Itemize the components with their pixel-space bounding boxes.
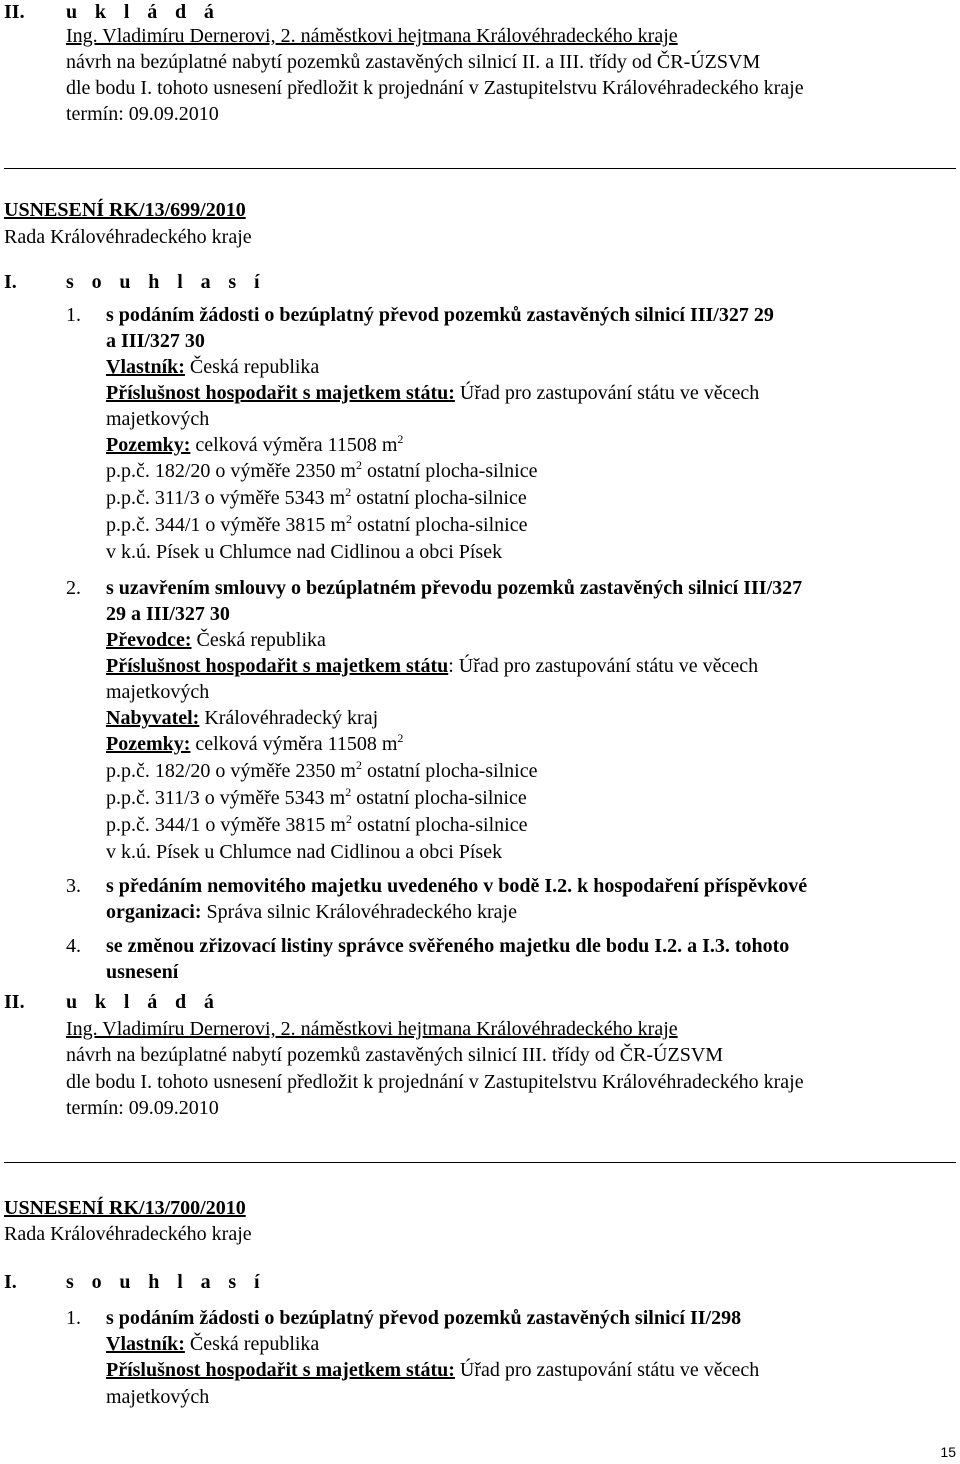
land-total: celková výměra 11508 m	[190, 733, 398, 755]
item-number: 4.	[66, 935, 81, 957]
management-cont: majetkových	[106, 408, 210, 430]
organization-line	[106, 900, 517, 924]
section-title: s o u h l a s í	[66, 271, 266, 293]
owner-value: Česká republika	[184, 1333, 320, 1355]
land-total-line	[106, 433, 403, 457]
section-number: I.	[4, 1271, 17, 1293]
management-label: Příslušnost hospodařit s majetkem státu:	[106, 382, 455, 404]
acquirer-line	[106, 706, 378, 730]
owner-label: Vlastník:	[106, 356, 185, 378]
land-total-line: Pozemky: celková výměra 11508 $m^2$	[106, 731, 404, 755]
text-line: dle bodu I. tohoto usnesení předložit k projednání v Zastupitelstvu Královéhradeckého kraje	[66, 77, 804, 99]
resolution-body: Rada Královéhradeckého kraje	[4, 1223, 252, 1245]
acquirer-value: Královéhradecký kraj	[199, 707, 379, 729]
section-number: II.	[4, 1, 25, 23]
management-value: : Úřad pro zastupování státu ve věcech	[448, 655, 759, 677]
cadastral-line: v k.ú. Písek u Chlumce nad Cidlinou a obci Písek	[106, 841, 503, 863]
transferor-line	[106, 628, 326, 652]
management-cont: majetkových	[106, 1386, 210, 1408]
item-heading-cont: usnesení	[106, 961, 179, 983]
cadastral-line: v k.ú. Písek u Chlumce nad Cidlinou a obci Písek	[106, 541, 503, 563]
owner-line	[106, 355, 319, 379]
transferor-value: Česká republika	[191, 629, 326, 651]
text-line: návrh na bezúplatné nabytí pozemků zastavěných silnicí III. třídy od ČR-ÚZSVM	[66, 1044, 724, 1066]
owner-value: Česká republika	[184, 356, 320, 378]
organization-label: organizaci:	[106, 901, 202, 923]
management-label: Příslušnost hospodařit s majetkem státu:	[106, 1359, 455, 1381]
item-heading: s uzavřením smlouvy o bezúplatném převodu pozemků zastavěných silnicí III/327	[106, 577, 803, 599]
organization-value: Správa silnic Královéhradeckého kraje	[201, 901, 517, 923]
section-number: I.	[4, 271, 17, 293]
management-value: Úřad pro zastupování státu ve věcech	[454, 382, 760, 404]
deadline-line: termín: 09.09.2010	[66, 1097, 219, 1119]
assignee-line: Ing. Vladimíru Dernerovi, 2. náměstkovi hejtmana Královéhradeckého kraje	[66, 1018, 678, 1040]
management-value: Úřad pro zastupování státu ve věcech	[454, 1359, 760, 1381]
parcel-line: p.p.č. 311/3 o výměře 5343 $m^2$ ostatní plocha-silnice	[106, 785, 527, 809]
assignee-line: Ing. Vladimíru Dernerovi, 2. náměstkovi hejtmana Královéhradeckého kraje	[66, 25, 678, 47]
text-line: dle bodu I. tohoto usnesení předložit k projednání v Zastupitelstvu Královéhradeckého kraje	[66, 1071, 804, 1093]
text-line: návrh na bezúplatné nabytí pozemků zastavěných silnicí II. a III. třídy od ČR-ÚZSVM	[66, 51, 761, 73]
transferor-label: Převodce:	[106, 629, 192, 651]
item-heading: se změnou zřizovací listiny správce svěřeného majetku dle bodu I.2. a I.3. tohoto	[106, 935, 790, 957]
acquirer-label: Nabyvatel:	[106, 707, 200, 729]
item-heading: s podáním žádosti o bezúplatný převod pozemků zastavěných silnicí II/298	[106, 1307, 742, 1329]
superscript: 2	[397, 432, 404, 446]
resolution-body: Rada Královéhradeckého kraje	[4, 226, 252, 248]
parcel-line: p.p.č. 311/3 o výměře 5343 $m^2$ ostatní plocha-silnice	[106, 485, 527, 509]
item-number: 3.	[66, 875, 81, 897]
management-label: Příslušnost hospodařit s majetkem státu	[106, 655, 449, 677]
parcel-line: p.p.č. 344/1 o výměře 3815 $m^2$ ostatní plocha-silnice	[106, 812, 528, 836]
page-number: 15	[940, 1444, 956, 1460]
item-heading: s podáním žádosti o bezúplatný převod pozemků zastavěných silnicí III/327 29	[106, 304, 774, 326]
item-heading-cont: a III/327 30	[106, 330, 205, 352]
land-label: Pozemky:	[106, 733, 191, 755]
separator-line	[4, 168, 956, 169]
deadline-line: termín: 09.09.2010	[66, 103, 219, 125]
separator-line	[4, 1162, 956, 1163]
item-number: 1.	[66, 1307, 81, 1329]
management-line	[106, 654, 758, 678]
management-line	[106, 381, 759, 405]
resolution-title: USNESENÍ RK/13/699/2010	[4, 199, 246, 221]
parcel-line: p.p.č. 344/1 o výměře 3815 $m^2$ ostatní plocha-silnice	[106, 512, 528, 536]
resolution-title: USNESENÍ RK/13/700/2010	[4, 1197, 246, 1219]
item-heading-cont: 29 a III/327 30	[106, 603, 230, 625]
management-cont: majetkových	[106, 681, 210, 703]
item-heading: s předáním nemovitého majetku uvedeného v bodě I.2. k hospodaření příspěvkové	[106, 875, 808, 897]
section-number: II.	[4, 991, 25, 1013]
section-title: u k l á d á	[66, 1, 221, 23]
owner-line	[106, 1332, 319, 1356]
land-label: Pozemky:	[106, 434, 191, 456]
section-title: s o u h l a s í	[66, 1271, 266, 1293]
item-number: 2.	[66, 577, 81, 599]
item-number: 1.	[66, 304, 81, 326]
management-line	[106, 1358, 759, 1382]
parcel-line: p.p.č. 182/20 o výměře 2350 $m^2$ ostatní plocha-silnice	[106, 758, 538, 782]
section-title: u k l á d á	[66, 991, 221, 1013]
owner-label: Vlastník:	[106, 1333, 185, 1355]
parcel-line: p.p.č. 182/20 o výměře 2350 $m^2$ ostatní plocha-silnice	[106, 458, 538, 482]
land-total: celková výměra 11508 m	[190, 434, 398, 456]
